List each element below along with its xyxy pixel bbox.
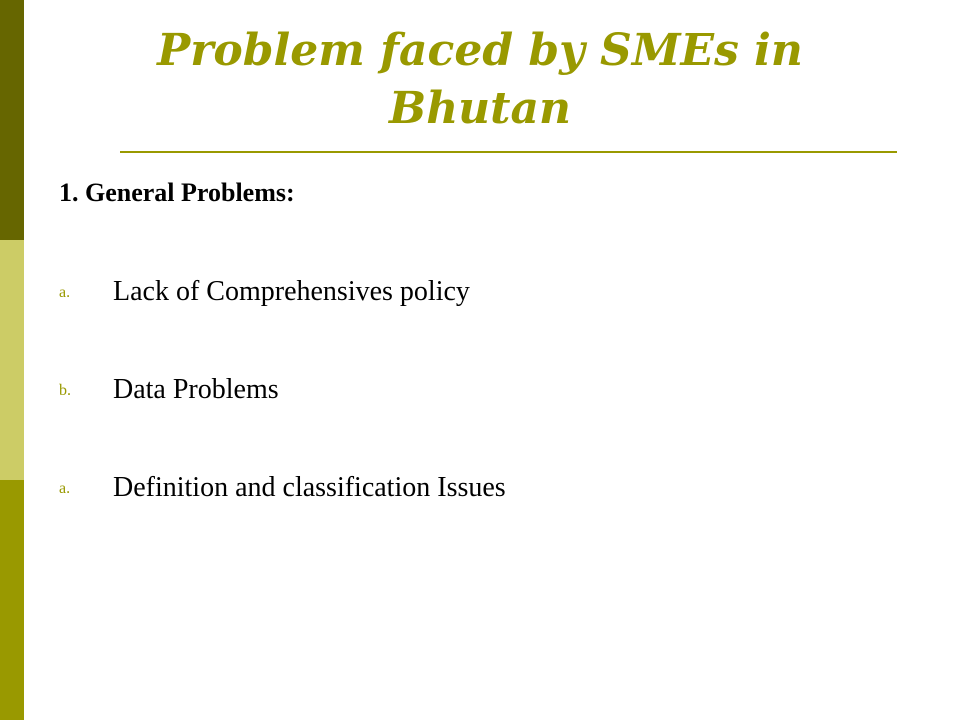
section-heading: 1. General Problems: bbox=[59, 178, 295, 207]
side-bar-segment-dark bbox=[0, 0, 24, 240]
list-item-text: Data Problems bbox=[113, 374, 279, 405]
side-bar-segment-light bbox=[0, 240, 24, 480]
decorative-side-bar bbox=[0, 0, 24, 720]
list-item-marker: a. bbox=[59, 480, 71, 497]
list-item-text: Definition and classification Issues bbox=[113, 472, 506, 503]
list-item-marker: b. bbox=[59, 382, 71, 399]
slide-title: Problem faced by SMEs in Bhutan bbox=[157, 25, 803, 134]
list-item-text: Lack of Comprehensives policy bbox=[113, 276, 470, 307]
list-item-marker: a. bbox=[59, 284, 71, 301]
side-bar-segment-mid bbox=[0, 480, 24, 720]
title-underline bbox=[120, 151, 897, 153]
